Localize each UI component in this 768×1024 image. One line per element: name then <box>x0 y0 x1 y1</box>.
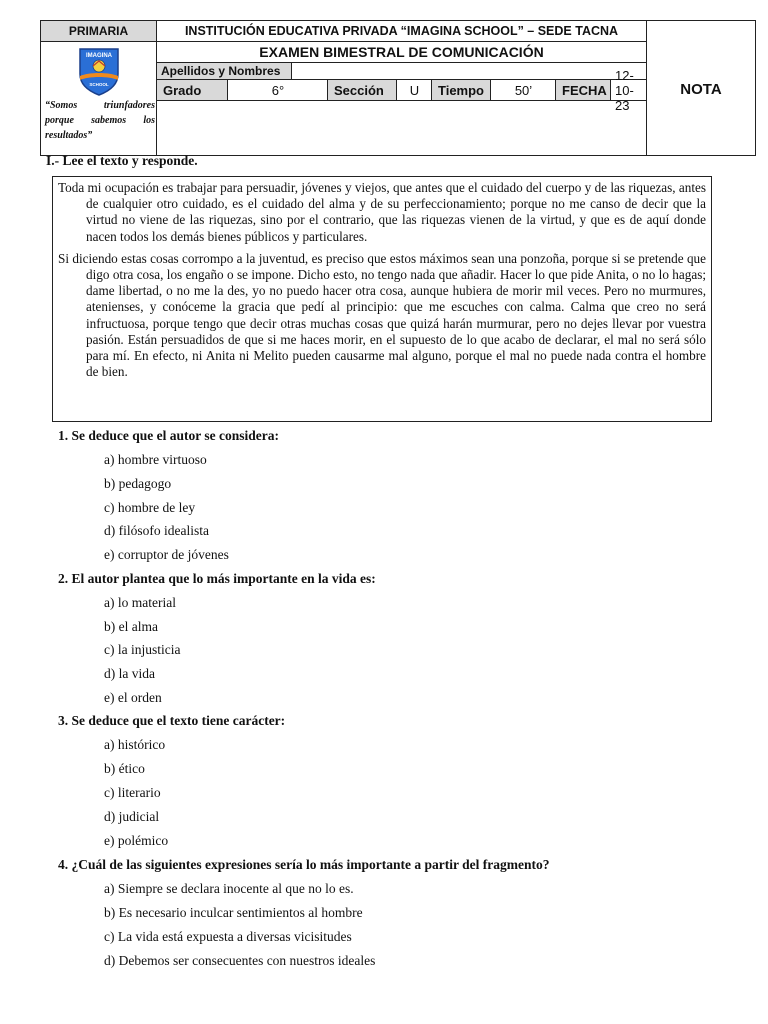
logo-cell <box>40 41 157 156</box>
name-field[interactable] <box>291 62 647 80</box>
reading-text-box <box>52 176 712 422</box>
question-2-option-c[interactable]: c) la injusticia <box>104 642 181 657</box>
reading-paragraph: Toda mi ocupación es trabajar para persuadir, jóvenes y viejos, que antes que el cuidado del cuerpo y de las riquezas, antes de cualquier otro cuidado, es el cuidado del alma y de su perfeccionamiento; porque no me canso de decir que la virtud no viene de las riquezas, sino por el contrario, que las riquezas vienen de la virtud, y que es de aquí donde nacen todos los demás bienes públicos y particulares. <box>58 180 706 244</box>
question-2: 2. El autor plantea que lo más importante en la vida es: <box>58 571 376 586</box>
institution-name: INSTITUCIÓN EDUCATIVA PRIVADA “IMAGINA SCHOOL” – SEDE TACNA <box>156 20 647 42</box>
seccion-label: Sección <box>327 79 397 101</box>
tiempo-label: Tiempo <box>431 79 491 101</box>
question-2-option-a[interactable]: a) lo material <box>104 595 176 610</box>
question-4-option-d[interactable]: d) Debemos ser consecuentes con nuestros ideales <box>104 953 376 968</box>
question-2-option-d[interactable]: d) la vida <box>104 666 155 681</box>
question-1-option-a[interactable]: a) hombre virtuoso <box>104 452 207 467</box>
tiempo-value: 50’ <box>490 79 556 101</box>
exam-header <box>40 20 756 141</box>
section-title: I.- Lee el texto y responde. <box>46 153 198 168</box>
question-3-option-b[interactable]: b) ético <box>104 761 145 776</box>
grado-value: 6° <box>227 79 328 101</box>
grado-label: Grado <box>156 79 228 101</box>
question-4-option-c[interactable]: c) La vida está expuesta a diversas vicisitudes <box>104 929 352 944</box>
grade-box: NOTA <box>646 20 756 156</box>
school-logo-icon <box>77 46 121 96</box>
logo-text-top: IMAGINA <box>86 53 112 59</box>
school-motto: “Somos triunfadores porque sabemos los resultados” <box>45 100 155 141</box>
seccion-value: U <box>396 79 432 101</box>
blank-row <box>156 100 647 156</box>
reading-paragraph: Si diciendo estas cosas corrompo a la juventud, es preciso que estos máximos sean una ponzoña, porque si se pretende que digo otra cosa, los engaño o se impone. Dicho esto, no tengo nada que añadir. Hacer lo que pide Anita, o no lo hagas; dame libertad, o no me la des, yo no puedo hacer otra cosa, aunque hubiera de morir mil veces. Pero no murmures, atenienses, y conóceme la gracia que pedí al principio: que me escuches con calma. Calma que creo no será infructuosa, porque tengo que decir otras muchas cosas que quizá harán murmurar, pero no dejes llevar por vuestra pasión. Están persuadidos de que si me haces morir, en el supuesto de lo que acabo de declarar, el mal no será sólo para mí. En efecto, ni Anita ni Melito pueden causarme mal alguno, porque el mal no puede nada contra el hombre de bien. <box>58 250 706 380</box>
question-1-option-c[interactable]: c) hombre de ley <box>104 500 196 515</box>
question-3: 3. Se deduce que el texto tiene carácter: <box>58 713 286 728</box>
question-4-option-b[interactable]: b) Es necesario inculcar sentimientos al hombre <box>104 905 363 920</box>
question-3-option-e[interactable]: e) polémico <box>104 833 169 848</box>
fecha-label: FECHA <box>555 79 611 101</box>
question-1-option-d[interactable]: d) filósofo idealista <box>104 523 209 538</box>
question-1-option-e[interactable]: e) corruptor de jóvenes <box>104 547 229 562</box>
question-3-option-d[interactable]: d) judicial <box>104 809 160 824</box>
fecha-value: 12-10-23 <box>610 79 647 101</box>
question-4: 4. ¿Cuál de las siguientes expresiones sería lo más importante a partir del fragmento? <box>58 857 550 872</box>
question-2-option-b[interactable]: b) el alma <box>104 619 158 634</box>
level-label: PRIMARIA <box>40 20 157 42</box>
question-1-option-b[interactable]: b) pedagogo <box>104 476 172 491</box>
exam-title: EXAMEN BIMESTRAL DE COMUNICACIÓN <box>156 41 647 63</box>
question-3-option-c[interactable]: c) literario <box>104 785 161 800</box>
question-1: 1. Se deduce que el autor se considera: <box>58 428 279 443</box>
name-label: Apellidos y Nombres <box>156 62 292 80</box>
question-3-option-a[interactable]: a) histórico <box>104 737 166 752</box>
logo-text-bottom: SCHOOL <box>89 82 109 87</box>
question-4-option-a[interactable]: a) Siempre se declara inocente al que no lo es. <box>104 881 354 896</box>
question-2-option-e[interactable]: e) el orden <box>104 690 162 705</box>
